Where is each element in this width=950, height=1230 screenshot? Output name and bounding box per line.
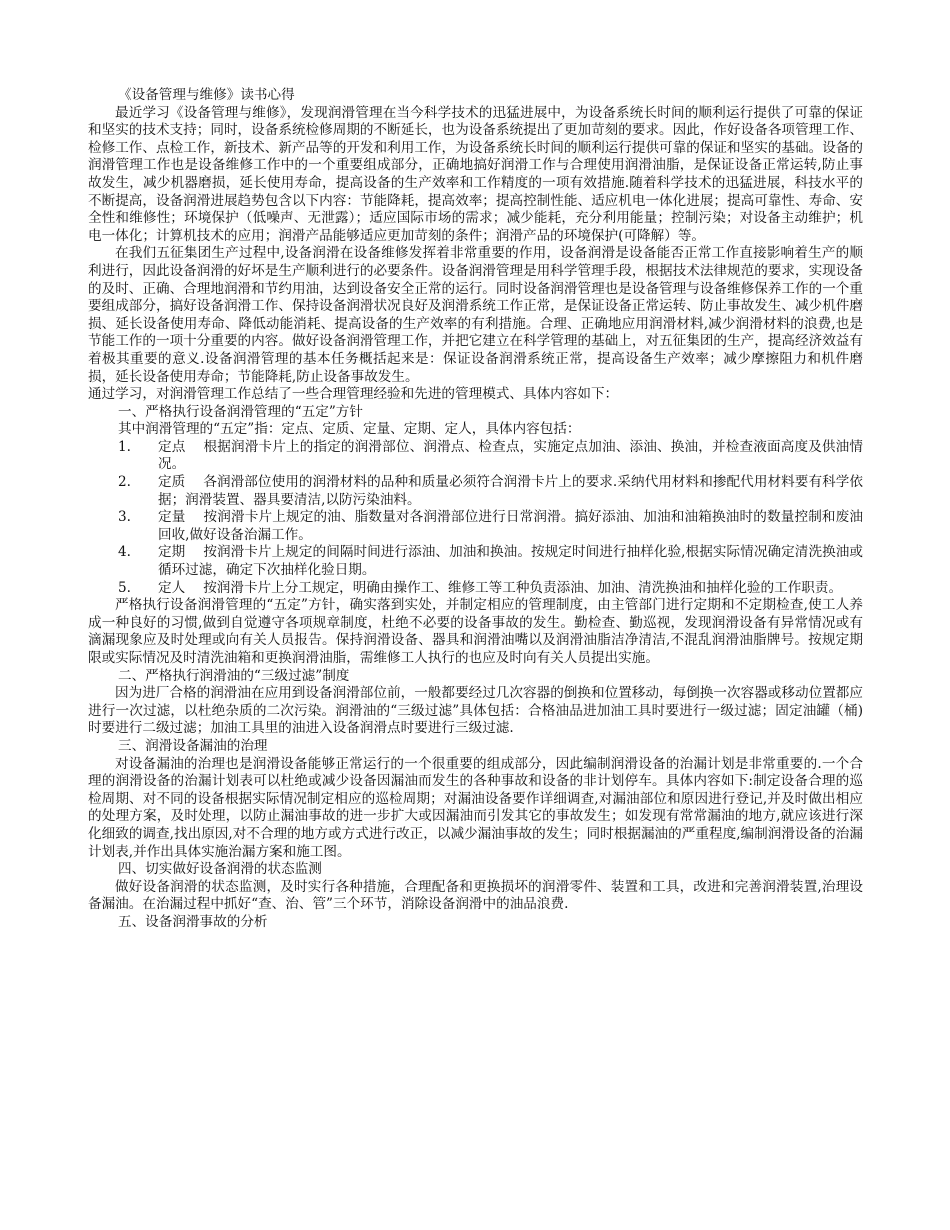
list-item-number: 3. bbox=[118, 509, 131, 526]
section-1-heading: 一、严格执行设备润滑管理的“五定”方针 bbox=[118, 403, 363, 420]
five-fixed-list bbox=[88, 439, 863, 597]
list-item bbox=[88, 544, 863, 579]
list-item-term: 定期 bbox=[158, 544, 186, 561]
intro-paragraph-1: 最近学习《设备管理与维修》，发现润滑管理在当今科学技术的迅猛进展中，为设备系统长时间的顺利运行提供了可靠的保证和坚实的技术支持；同时，设备系统检修周期的不断延长，也为设备系统提出了更加苛刻的要求。因此，作好设备各项管理工作、检修工作、点检工作，新技术、新产品等的开发和利用工作，为设备系统长时间的顺利运行提供可靠的保证和坚实的基础。设备的润滑管理工作也是设备维修工作中的一个重要组成部分，正确地搞好润滑工作与合理使用润滑油脂，是保证设备正常运转,防止事故发生，减少机器磨损，延长使用寿命，提高设备的生产效率和工作精度的一项有效措施.随着科学技术的迅猛进展，科技水平的不断提高，设备润滑进展趋势包含以下内容：节能降耗，提高效率；提高控制性能、适应机电一体化进展；提高可靠性、寿命、安全性和维修性；环境保护（低噪声、无泄露）；适应国际市场的需求；减少能耗，充分利用能量；控制污染；对设备主动维护；机电一体化；计算机技术的应用；润滑产品能够适应更加苛刻的条件；润滑产品的环境保护(可降解）等。 bbox=[88, 104, 863, 244]
section-1-lead: 其中润滑管理的“五定”指：定点、定质、定量、定期、定人，具体内容包括： bbox=[118, 421, 581, 438]
list-item-text: 根据润滑卡片上的指定的润滑部位、润滑点、检查点，实施定点加油、添油、换油，并检查液面高度及供油情况。 bbox=[158, 438, 864, 473]
section-2-body: 因为进厂合格的润滑油在应用到设备润滑部位前，一般都要经过几次容器的倒换和位置移动，每倒换一次容器或移动位置都应进行一次过滤，以杜绝杂质的二次污染。润滑油的“三级过滤”具体包括：合格油品进加油工具时要进行一级过滤；固定油罐（桶)时要进行二级过滤；加油工具里的油进入设备润滑点时要进行三级过滤. bbox=[88, 685, 863, 737]
list-item-number: 4. bbox=[118, 544, 131, 561]
list-item-text: 各润滑部位使用的润滑材料的品种和质量必须符合润滑卡片上的要求.采纳代用材料和掺配代用材料要有科学依据；润滑装置、器具要清洁,以防污染油料。 bbox=[158, 474, 863, 508]
section-3-heading: 三、润滑设备漏油的治理 bbox=[118, 737, 268, 754]
section-1-closing: 严格执行设备润滑管理的“五定”方针，确实落到实处，并制定相应的管理制度，由主管部门进行定期和不定期检查,使工人养成一种良好的习惯,做到自觉遵守各项规章制度，杜绝不必要的设备事故的发生。勤检查、勤巡视，发现润滑设备有异常情况或有滴漏现象应及时处理或向有关人员报告。保持润滑设备、器具和润滑油嘴以及润滑油脂洁净清洁,不混乱润滑油脂牌号。按规定期限或实际情况及时清洗油箱和更换润滑油脂，需维修工人执行的也应及时向有关人员提出实施。 bbox=[88, 597, 863, 666]
document-title: 《设备管理与维修》读书心得 bbox=[118, 87, 295, 103]
list-item-text: 按润滑卡片上分工规定，明确由操作工、维修工等工种负责添油、加油、清洗换油和抽样化验的工作职责。 bbox=[203, 579, 843, 596]
section-5-heading: 五、设备润滑事故的分析 bbox=[118, 913, 268, 930]
section-2-heading: 二、严格执行润滑油的“三级过滤”制度 bbox=[118, 667, 350, 684]
list-item-number: 5. bbox=[118, 579, 131, 596]
list-item bbox=[88, 580, 863, 598]
list-item bbox=[88, 439, 863, 474]
list-item-term: 定点 bbox=[158, 438, 186, 455]
intro-paragraph-2: 在我们五征集团生产过程中,设备润滑在设备维修发挥着非常重要的作用，设备润滑是设备能否正常工作直接影响着生产的顺利进行，因此设备润滑的好坏是生产顺利进行的必要条件。设备润滑管理是用科学管理手段，根据技术法律规范的要求，实现设备的及时、正确、合理地润滑和节约用油，达到设备安全正常的运行。同时设备润滑管理也是设备管理与设备维修保养工作的一个重要组成部分，搞好设备润滑工作、保持设备润滑状况良好及润滑系统工作正常，是保证设备正常运转、防止事故发生、减少机件磨损、延长设备使用寿命、降低动能消耗、提高设备的生产效率的有利措施。合理、正确地应用润滑材料,减少润滑材料的浪费,也是节能工作的一项十分重要的内容。做好设备润滑管理工作，并把它建立在科学管理的基础上，对五征集团的生产，提高经济效益有着极其重要的意义.设备润滑管理的基本任务概括起来是：保证设备润滑系统正常，提高设备生产效率；减少摩擦阻力和机件磨损，延长设备使用寿命；节能降耗,防止设备事故发生。 bbox=[88, 245, 863, 385]
document-body bbox=[88, 87, 863, 932]
list-item bbox=[88, 474, 863, 509]
list-item-term: 定人 bbox=[158, 579, 186, 596]
list-item-term: 定质 bbox=[158, 474, 186, 491]
list-item bbox=[88, 509, 863, 544]
list-item-number: 1. bbox=[118, 438, 131, 455]
section-3-body: 对设备漏油的治理也是润滑设备能够正常运行的一个很重要的组成部分，因此编制润滑设备的治漏计划是非常重要的.一个合理的润滑设备的治漏计划表可以杜绝或减少设备因漏油而发生的各种事故和设备的非计划停车。具体内容如下:制定设备合理的巡检周期、对不同的设备根据实际情况制定相应的巡检周期；对漏油设备要作详细调查,对漏油部位和原因进行登记,并及时做出相应的处理方案，及时处理，以防止漏油事故的进一步扩大或因漏油而引发其它的事故发生；如发现有常常漏油的地方,就应该进行深化细致的调查,找出原因,对不合理的地方或方式进行改正，以减少漏油事故的发生；同时根据漏油的严重程度,编制润滑设备的治漏计划表,并作出具体实施治漏方案和施工图。 bbox=[88, 755, 863, 860]
list-item-text: 按润滑卡片上规定的油、脂数量对各润滑部位进行日常润滑。搞好添油、加油和油箱换油时的数量控制和废油回收,做好设备治漏工作。 bbox=[158, 509, 864, 543]
list-item-number: 2. bbox=[118, 474, 131, 491]
summary-line: 通过学习，对润滑管理工作总结了一些合理管理经验和先进的管理模式、具体内容如下： bbox=[88, 386, 619, 403]
list-item-term: 定量 bbox=[158, 509, 186, 526]
list-item-text: 按润滑卡片上规定的间隔时间进行添油、加油和换油。按规定时间进行抽样化验,根据实际情况确定清洗换油或循环过滤，确定下次抽样化验日期。 bbox=[158, 544, 863, 579]
section-4-body: 做好设备润滑的状态监测，及时实行各种措施，合理配备和更换损坏的润滑零件、装置和工具，改进和完善润滑装置,治理设备漏油。在治漏过程中抓好“查、治、管”三个环节，消除设备润滑中的油品浪费. bbox=[88, 878, 863, 913]
section-4-heading: 四、切实做好设备润滑的状态监测 bbox=[118, 861, 322, 878]
